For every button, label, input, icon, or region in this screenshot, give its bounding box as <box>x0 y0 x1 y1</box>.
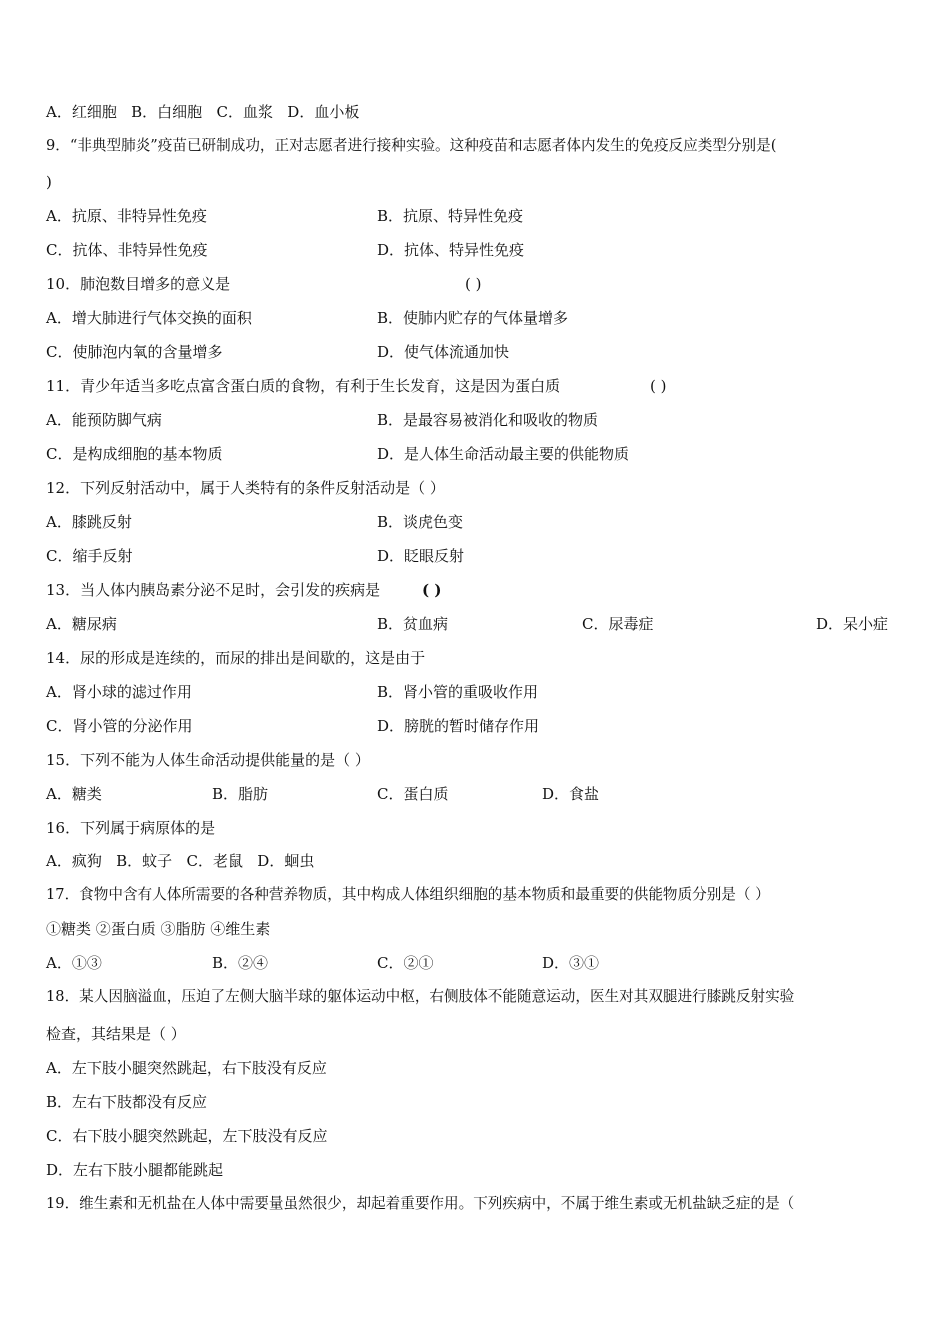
q17-option-d: D．③① <box>542 954 600 972</box>
q12-stem: 12．下列反射活动中，属于人类特有的条件反射活动是（ ） <box>46 479 445 497</box>
q11-option-d: D．是人体生命活动最主要的供能物质 <box>377 445 630 463</box>
q8-option-a: A．红细胞 <box>46 103 117 121</box>
q15-option-c: C．蛋白质 <box>377 785 449 803</box>
q9-option-d: D．抗体、特异性免疫 <box>377 241 525 259</box>
q10-option-c: C．使肺泡内氧的含量增多 <box>46 343 223 361</box>
q17-option-b: B．②④ <box>212 954 269 972</box>
q14-option-b: B．肾小管的重吸收作用 <box>377 683 539 701</box>
q11-answer-paren: ( ) <box>650 377 667 395</box>
q8-option-b: B．白细胞 <box>131 103 203 121</box>
q13-option-c: C．尿毒症 <box>582 615 654 633</box>
q13-option-a: A．糖尿病 <box>46 615 117 633</box>
q18-option-a: A．左下肢小腿突然跳起，右下肢没有反应 <box>46 1059 327 1077</box>
q13-option-b: B．贫血病 <box>377 615 449 633</box>
q16-options <box>46 851 314 871</box>
q8-option-c: C．血浆 <box>216 103 273 121</box>
q10-option-b: B．使肺内贮存的气体量增多 <box>377 309 569 327</box>
q14-option-c: C．肾小管的分泌作用 <box>46 717 193 735</box>
q14-option-d: D．膀胱的暂时储存作用 <box>377 717 540 735</box>
q9-option-a: A．抗原、非特异性免疫 <box>46 207 207 225</box>
q8-options <box>46 102 359 122</box>
q14-option-a: A．肾小球的滤过作用 <box>46 683 192 701</box>
q9-stem-line1: 9．“非典型肺炎”疫苗已研制成功，正对志愿者进行接种实验。这种疫苗和志愿者体内发生的免疫反应类型分别是( <box>46 137 777 154</box>
q16-option-d: D．蛔虫 <box>257 852 315 870</box>
q15-option-a: A．糖类 <box>46 785 102 803</box>
q12-option-b: B．谈虎色变 <box>377 513 464 531</box>
q19-stem: 19．维生素和无机盐在人体中需要量虽然很少，却起着重要作用。下列疾病中，不属于维生素或无机盐缺乏症的是（ <box>46 1195 795 1212</box>
q13-answer-paren: ( ) <box>422 581 442 599</box>
q18-option-b: B．左右下肢都没有反应 <box>46 1093 208 1111</box>
q13-option-d: D．呆小症 <box>816 615 889 633</box>
q15-option-b: B．脂肪 <box>212 785 269 803</box>
q10-stem: 10．肺泡数目增多的意义是 <box>46 275 231 293</box>
q18-stem-line1: 18．某人因脑溢血，压迫了左侧大脑半球的躯体运动中枢，右侧肢体不能随意运动，医生对其双腿进行膝跳反射实验 <box>46 988 795 1005</box>
q11-option-c: C．是构成细胞的基本物质 <box>46 445 223 463</box>
q8-option-d: D．血小板 <box>287 103 360 121</box>
q9-option-c: C．抗体、非特异性免疫 <box>46 241 208 259</box>
q13-stem: 13．当人体内胰岛素分泌不足时，会引发的疾病是 <box>46 581 381 599</box>
q11-option-b: B．是最容易被消化和吸收的物质 <box>377 411 599 429</box>
q17-items: ①糖类 ②蛋白质 ③脂肪 ④维生素 <box>46 920 271 938</box>
q10-option-d: D．使气体流通加快 <box>377 343 510 361</box>
q12-option-c: C．缩手反射 <box>46 547 133 565</box>
q12-option-a: A．膝跳反射 <box>46 513 132 531</box>
q12-option-d: D．眨眼反射 <box>377 547 465 565</box>
q16-option-b: B．蚊子 <box>116 852 173 870</box>
q9-stem-line2: ) <box>46 173 52 191</box>
q18-stem-line2: 检查，其结果是（ ） <box>46 1025 186 1043</box>
q11-option-a: A．能预防脚气病 <box>46 411 162 429</box>
q9-option-b: B．抗原、特异性免疫 <box>377 207 524 225</box>
q11-stem: 11．青少年适当多吃点富含蛋白质的食物，有利于生长发育，这是因为蛋白质 <box>46 377 561 395</box>
q17-option-c: C．②① <box>377 954 434 972</box>
q14-stem: 14．尿的形成是连续的，而尿的排出是间歇的，这是由于 <box>46 649 426 667</box>
q16-option-c: C．老鼠 <box>186 852 243 870</box>
q18-option-c: C．右下肢小腿突然跳起，左下肢没有反应 <box>46 1127 328 1145</box>
q16-option-a: A．疯狗 <box>46 852 102 870</box>
q16-stem: 16．下列属于病原体的是 <box>46 819 216 837</box>
q15-stem: 15．下列不能为人体生命活动提供能量的是（ ） <box>46 751 370 769</box>
q15-option-d: D．食盐 <box>542 785 600 803</box>
q17-stem: 17．食物中含有人体所需要的各种营养物质，其中构成人体组织细胞的基本物质和最重要的供能物质分别是（ ） <box>46 886 770 903</box>
q18-option-d: D．左右下肢小腿都能跳起 <box>46 1161 224 1179</box>
q10-answer-paren: ( ) <box>465 275 482 293</box>
q17-option-a: A．①③ <box>46 954 102 972</box>
q10-option-a: A．增大肺进行气体交换的面积 <box>46 309 252 327</box>
